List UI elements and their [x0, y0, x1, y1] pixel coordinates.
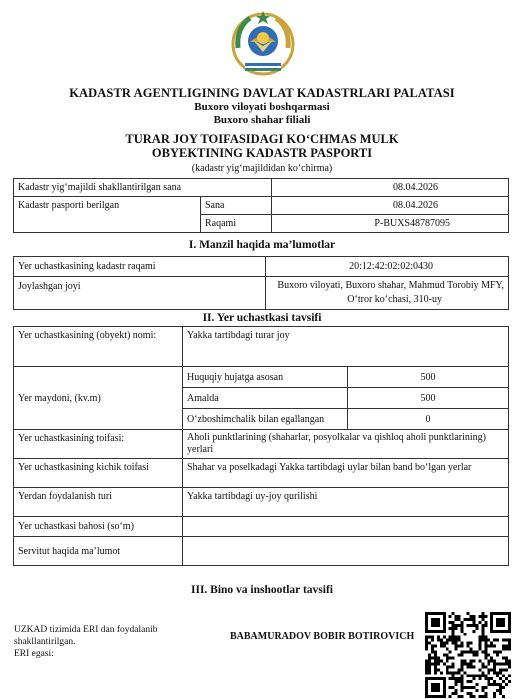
servitut-value [183, 537, 509, 566]
formed-date-label: Kadastr yig‘majildi shakllantirilgan sana [14, 179, 272, 197]
land-subcategory-value: Shahar va poselkadagi Yakka tartibdagi uylar bilan band bo‘lgan yerlar [183, 459, 509, 488]
land-category-label: Yer uchastkasining toifasi: [14, 430, 183, 459]
document-subtitle: (kadastr yig‘majildidan ko‘chirma) [191, 163, 333, 174]
object-name-value: Yakka tartibdagi turar joy [183, 327, 509, 367]
state-emblem-icon [228, 8, 298, 78]
area-row-value: 0 [348, 409, 509, 430]
location-line1: Buxoro viloyati, Buxoro shahar, Mahmud Torobiy MFY, [277, 280, 504, 291]
eri-note-line3: ERI egasi: [14, 649, 54, 659]
issued-label: Kadastr pasporti berilgan [14, 197, 201, 233]
area-row-label: O‘zboshimchalik bilan egallangan [183, 409, 348, 430]
document-title-line2: OBYEKTINING KADASTR PASPORTI [151, 146, 373, 160]
eri-note [14, 624, 204, 660]
cadastral-number-value: 20:12:42:02:02:0430 [266, 257, 509, 277]
land-use-value: Yakka tartibdagi uy-joy qurilishi [183, 488, 509, 517]
raqami-value: P-BUXS48787095 [272, 215, 509, 233]
address-table [13, 256, 509, 310]
section-2-title: II. Yer uchastkasi tavsifi [202, 312, 322, 324]
area-label: Yer maydoni, (kv.m) [14, 367, 183, 430]
signer-name: BABAMURADOV BOBIR BOTIROVICH [230, 631, 415, 642]
branch-name: Buxoro shahar filiali [213, 114, 311, 126]
area-row-label: Huquqiy hujatga asosan [183, 367, 348, 388]
land-description-table [13, 326, 509, 566]
servitut-label: Servitut haqida ma’lumot [14, 537, 183, 566]
location-value [266, 277, 509, 310]
sana-value: 08.04.2026 [272, 197, 509, 215]
formed-date-value: 08.04.2026 [272, 179, 509, 197]
land-use-label: Yerdan foydalanish turi [14, 488, 183, 517]
land-subcategory-label: Yer uchastkasining kichik toifasi [14, 459, 183, 488]
eri-note-line1: UZKAD tizimida ERI dan foydalanib [14, 625, 158, 635]
sana-label: Sana [201, 197, 272, 215]
qr-code-icon [425, 612, 511, 698]
document-title-line1: TURAR JOY TOIFASIDAGI KO‘CHMAS MULK [125, 132, 399, 146]
cadastral-number-label: Yer uchastkasining kadastr raqami [14, 257, 266, 277]
agency-title: KADASTR AGENTLIGINING DAVLAT KADASTRLARI PALATASI [69, 86, 455, 100]
land-category-value: Aholi punktlarining (shaharlar, posyolkalar va qishloq aholi punktlarining) yerlari [183, 430, 509, 459]
area-row-label: Amalda [183, 388, 348, 409]
location-line2: O‘tror ko‘chasi, 310-uy [347, 294, 442, 305]
land-price-value [183, 517, 509, 537]
land-price-label: Yer uchastkasi bahosi (so‘m) [14, 517, 183, 537]
area-row-value: 500 [348, 367, 509, 388]
location-label: Joylashgan joyi [14, 277, 266, 310]
area-row-value: 500 [348, 388, 509, 409]
passport-meta-table [13, 178, 509, 233]
raqami-label: Raqami [201, 215, 272, 233]
object-name-label: Yer uchastkasining (obyekt) nomi: [14, 327, 183, 367]
region-name: Buxoro viloyati boshqarmasi [194, 101, 330, 113]
eri-note-line2: shakllantirilgan. [14, 637, 76, 647]
section-1-title: I. Manzil haqida ma’lumotlar [188, 239, 336, 251]
section-3-title: III. Bino va inshootlar tavsifi [191, 584, 333, 596]
